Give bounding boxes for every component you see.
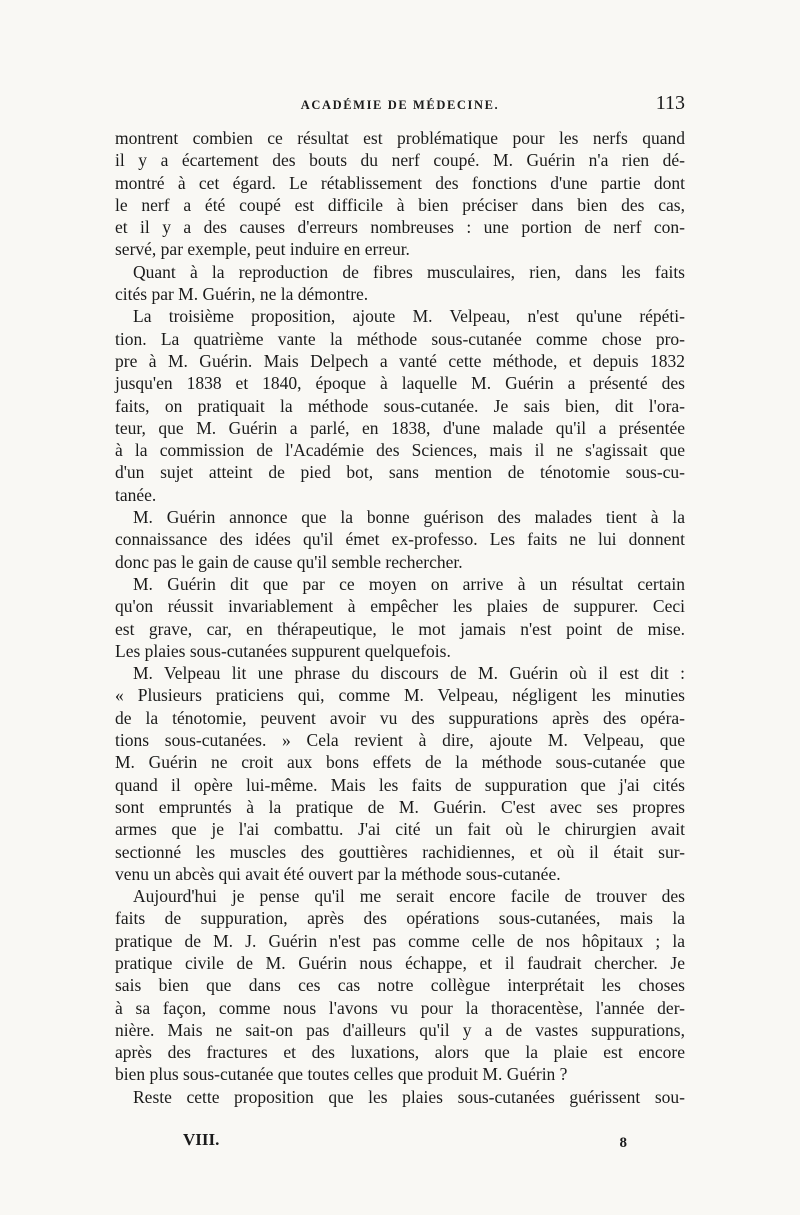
text-line-with-italic: connaissance des idées qu'il émet ex-professo. Les faits ne lui donnent — [115, 529, 685, 550]
running-title: ACADÉMIE DE MÉDECINE. — [300, 98, 500, 112]
text-line: sectionné les muscles des gouttières rachidiennes, et où il était sur- — [115, 841, 685, 862]
text-line: à la commission de l'Académie des Sciences, mais il ne s'agissait que — [115, 440, 685, 461]
text-line: jusqu'en 1838 et 1840, époque à laquelle M. Guérin a présenté des — [115, 373, 685, 394]
text-line: tions sous-cutanées. » Cela revient à dire, ajoute M. Velpeau, que — [115, 730, 685, 751]
signature-footer — [115, 1130, 685, 1160]
text-line: quand il opère lui-même. Mais les faits de suppuration que j'ai cités — [115, 774, 685, 795]
text-line: il y a écartement des bouts du nerf coupé. M. Guérin n'a rien dé- — [115, 150, 685, 171]
text-line: Reste cette proposition que les plaies sous-cutanées guérissent sou- — [133, 1086, 685, 1107]
text-line: pratique civile de M. Guérin nous échappe, et il faudrait chercher. Je — [115, 952, 685, 973]
text-line: « Plusieurs praticiens qui, comme M. Velpeau, négligent les minuties — [115, 685, 685, 706]
text-line: M. Guérin dit que par ce moyen on arrive à un résultat certain — [133, 573, 685, 594]
text-line: à sa façon, comme nous l'avons vu pour la thoracentèse, l'année der- — [115, 997, 685, 1018]
body-text — [115, 127, 685, 1108]
text-line: Quant à la reproduction de fibres musculaires, rien, dans les faits — [133, 261, 685, 282]
text-line: servé, par exemple, peut induire en erreur. — [115, 239, 410, 260]
text-line: Aujourd'hui je pense qu'il me serait encore facile de trouver des — [133, 886, 685, 907]
text-line: teur, que M. Guérin a parlé, en 1838, d'une malade qu'il a présentée — [115, 417, 685, 438]
text-line: après des fractures et des luxations, alors que la plaie est encore — [115, 1042, 685, 1063]
text-line: tion. La quatrième vante la méthode sous-cutanée comme chose pro- — [115, 328, 685, 349]
text-line: le nerf a été coupé est difficile à bien préciser dans bien des cas, — [115, 194, 685, 215]
text-line: armes que je l'ai combattu. J'ai cité un fait où le chirurgien avait — [115, 819, 685, 840]
text-line: faits, on pratiquait la méthode sous-cutanée. Je sais bien, dit l'ora- — [115, 395, 685, 416]
text-line: tanée. — [115, 484, 157, 505]
text-line: pratique de M. J. Guérin n'est pas comme celle de nos hôpitaux ; la — [115, 930, 685, 951]
text-line: de la ténotomie, peuvent avoir vu des suppurations après des opéra- — [115, 707, 685, 728]
page-header — [115, 92, 685, 122]
page-number: 113 — [655, 92, 685, 114]
text-line: M. Velpeau lit une phrase du discours de M. Guérin où il est dit : — [133, 663, 685, 684]
signature-number: 8 — [619, 1135, 627, 1151]
text-line: qu'on réussit invariablement à empêcher les plaies de suppurer. Ceci — [115, 596, 685, 617]
text-line: pre à M. Guérin. Mais Delpech a vanté cette méthode, et depuis 1832 — [115, 350, 685, 371]
text-line: montrent combien ce résultat est problématique pour les nerfs quand — [115, 128, 685, 148]
text-line: venu un abcès qui avait été ouvert par la méthode sous-cutanée. — [115, 863, 561, 884]
text-line: bien plus sous-cutanée que toutes celles que produit M. Guérin ? — [115, 1064, 568, 1085]
text-line: est grave, car, en thérapeutique, le mot jamais n'est point de mise. — [115, 618, 685, 639]
text-line: sais bien que dans ces cas notre collègue interprétait les choses — [115, 975, 685, 996]
signature-mark: VIII. — [183, 1130, 220, 1149]
text-line: faits de suppuration, après des opérations sous-cutanées, mais la — [115, 908, 685, 929]
text-line: montré à cet égard. Le rétablissement des fonctions d'une partie dont — [115, 172, 685, 193]
text-line: et il y a des causes d'erreurs nombreuses : une portion de nerf con- — [115, 217, 685, 238]
text-line: sont empruntés à la pratique de M. Guérin. C'est avec ses propres — [115, 796, 685, 817]
text-line: M. Guérin ne croit aux bons effets de la méthode sous-cutanée que — [115, 752, 685, 773]
text-line: M. Guérin annonce que la bonne guérison des malades tient à la — [133, 507, 685, 528]
text-line: nière. Mais ne sait-on pas d'ailleurs qu'il y a de vastes suppurations, — [115, 1019, 685, 1040]
text-line: La troisième proposition, ajoute M. Velpeau, n'est qu'une répéti- — [133, 306, 685, 327]
text-line: d'un sujet atteint de pied bot, sans mention de ténotomie sous-cu- — [115, 462, 685, 483]
text-line: donc pas le gain de cause qu'il semble rechercher. — [115, 551, 463, 572]
text-line: cités par M. Guérin, ne la démontre. — [115, 284, 369, 305]
text-line: Les plaies sous-cutanées suppurent quelquefois. — [115, 640, 451, 661]
